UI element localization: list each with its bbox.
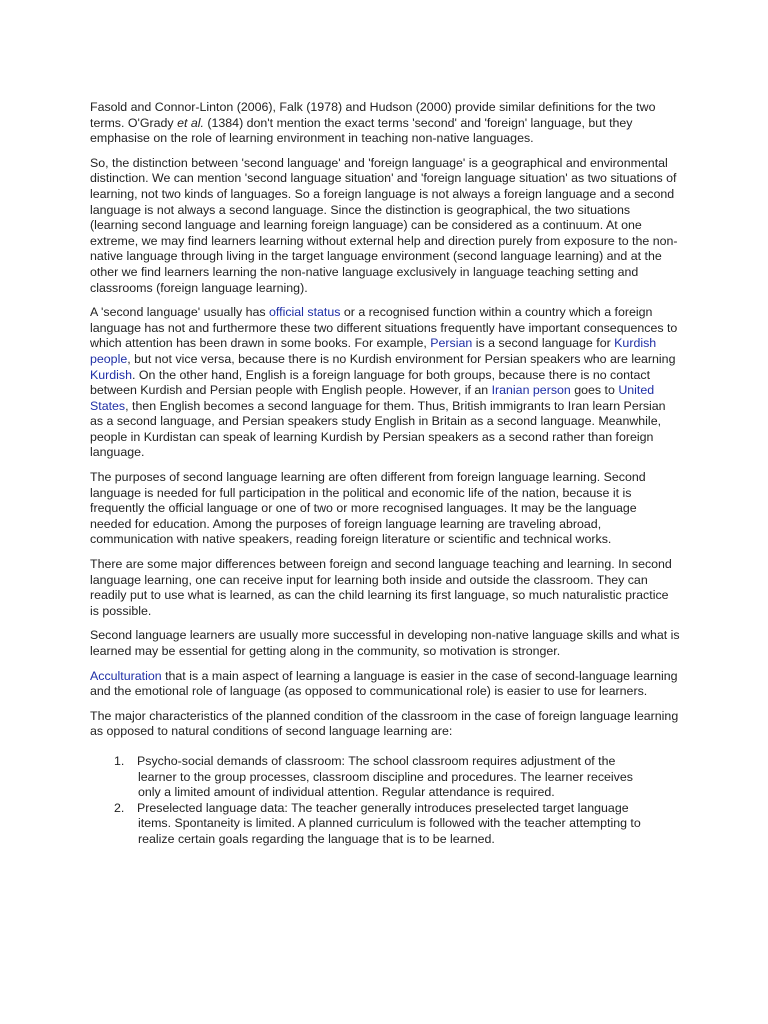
paragraph-text: , then English becomes a second language for them. Thus, British immigrants to Iran learn Persian as a second language, and Persian speakers study English in Britain as a second language. Meanwhile, people in Kurdistan can speak of learning Kurdish by Persian speakers as a second rather than foreign language.	[90, 398, 666, 460]
paragraph-2: So, the distinction between 'second language' and 'foreign language' is a geographical and environmental distinction. We can mention 'second language situation' and 'foreign language situation' as two situations of learning, not two kinds of languages. So a foreign language is not always a foreign language and a second language is not always a second language. Since the distinction is geographical, the two situations (learning second language and learning foreign language) can be considered as a continuum. At one extreme, we may find learners learning without external help and direction purely from exposure to the non-native language through living in the target language environment (second language learning) and at the other we find learners learning the non-native language exclusively in language teaching setting and classrooms (foreign language learning).	[90, 155, 678, 295]
article-body	[90, 100, 680, 848]
list-item	[90, 801, 680, 848]
list-item-text: Preselected language data: The teacher generally introduces preselected target language items. Spontaneity is limited. A planned curriculum is followed with the teacher attempting to realize certain goals regarding the language that is to be learned.	[137, 800, 641, 846]
list-number: 1.	[114, 753, 125, 768]
paragraph-text: goes to	[570, 383, 619, 398]
paragraph-text: (1384) don't mention the exact terms 'second' and 'foreign' language, but they emphasise on the role of learning environment in teaching non-native languages.	[90, 115, 633, 146]
paragraph-7	[90, 669, 680, 700]
list-item-text: Psycho-social demands of classroom: The school classroom requires adjustment of the learner to the group processes, classroom discipline and procedures. The learner receives only a limited amount of individual attention. Regular attendance is required.	[137, 753, 633, 800]
characteristics-list	[90, 754, 680, 848]
paragraph-text: that is a main aspect of learning a language is easier in the case of second-language learning and the emotional role of language (as opposed to communicational role) is easier to use for learners.	[90, 668, 678, 699]
paragraph-text: . On the other hand, English is a foreign language for both groups, because there is no contact between Kurdish and Persian people with English people. However, if an	[90, 367, 651, 398]
paragraph-text: A 'second language' usually has	[90, 305, 270, 320]
paragraph-6: Second language learners are usually more successful in developing non-native language skills and what is learned may be essential for getting along in the community, so motivation is stronger.	[90, 628, 680, 658]
paragraph-5: There are some major differences between foreign and second language teaching and learning. In second language learning, one can receive input for learning both inside and outside the classroom. They can readily put to use what is learned, as can the child learning its first language, so much naturalistic practice is possible.	[90, 557, 672, 618]
paragraph-4: The purposes of second language learning are often different from foreign language learning. Second language is needed for full participation in the political and economic life of the nation, because it is frequently the official language or one of two or more recognised languages. It may be the language needed for education. Among the purposes of foreign language learning are traveling abroad, communication with native speakers, reading foreign literature or scientific and technical works.	[90, 470, 646, 547]
paragraph-8: The major characteristics of the planned condition of the classroom in the case of foreign language learning as opposed to natural conditions of second language learning are:	[90, 708, 679, 739]
link-official-status[interactable]: official status	[269, 305, 341, 320]
link-united-states[interactable]: United States	[90, 383, 655, 413]
paragraph-text: Fasold and Connor-Linton (2006), Falk (1978) and Hudson (2000) provide similar definitions for the two terms. O'Grady	[90, 100, 656, 130]
link-acculturation[interactable]: Acculturation	[90, 668, 162, 683]
paragraph-3	[90, 305, 680, 461]
list-item	[90, 754, 680, 801]
paragraph-text: or a recognised function within a country which a foreign language has not and furthermore these two different situations frequently have important consequences to which attention has been drawn in some books. For example,	[90, 305, 678, 351]
paragraph-text: , but not vice versa, because there is no Kurdish environment for Persian speakers who are learning	[127, 351, 676, 366]
paragraph-text: is a second language for	[472, 336, 615, 351]
link-iranian-person[interactable]: Iranian person	[491, 383, 571, 398]
link-kurdish-people[interactable]: Kurdish people	[90, 336, 657, 366]
paragraph-1	[90, 100, 680, 147]
et-al-italic: et al.	[177, 115, 204, 130]
list-number: 2.	[114, 800, 125, 815]
link-persian[interactable]: Persian	[430, 336, 473, 351]
link-kurdish[interactable]: Kurdish	[90, 367, 133, 382]
